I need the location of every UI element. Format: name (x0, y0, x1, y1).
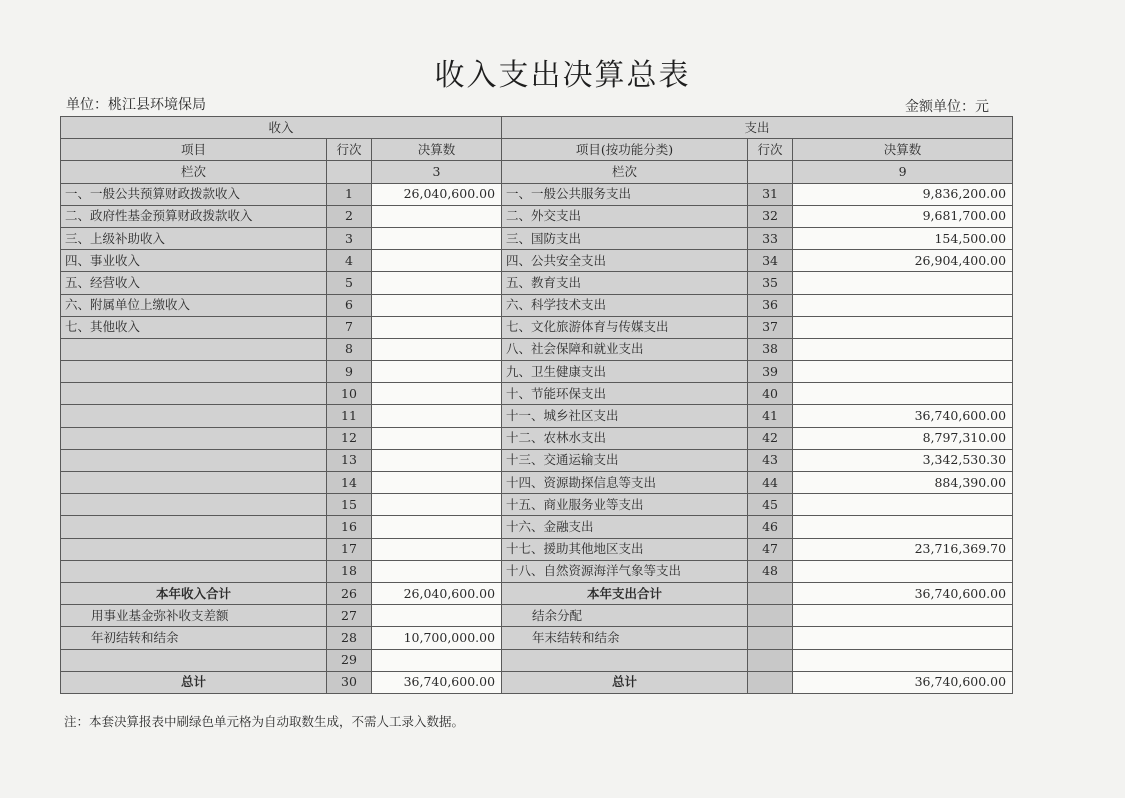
income-item-label (61, 516, 327, 538)
table-row (61, 516, 1013, 538)
table-row (61, 560, 1013, 582)
expense-item-label: 十八、自然资源海洋气象等支出 (502, 560, 748, 582)
income-row-no: 14 (327, 472, 372, 494)
expense-item-label: 十四、资源勘探信息等支出 (502, 472, 748, 494)
income-item-label: 四、事业收入 (61, 250, 327, 272)
table-row (61, 538, 1013, 560)
income-row-no: 3 (327, 227, 372, 249)
income-item-label (61, 338, 327, 360)
income-total-label: 本年收入合计 (61, 582, 327, 604)
income-amount[interactable] (372, 361, 502, 383)
expense-amount[interactable] (793, 560, 1013, 582)
expense-item-label: 八、社会保障和就业支出 (502, 338, 748, 360)
income-amount[interactable] (372, 205, 502, 227)
expense-row-no: 35 (748, 272, 793, 294)
expense-amount[interactable] (793, 516, 1013, 538)
expense-row-no: 34 (748, 250, 793, 272)
table-row (61, 427, 1013, 449)
grand-total-row-no: 30 (327, 671, 372, 693)
income-amount[interactable] (372, 250, 502, 272)
expense-amount[interactable]: 26,904,400.00 (793, 250, 1013, 272)
blank-expense-no (748, 649, 793, 671)
income-item-label (61, 405, 327, 427)
income-col-number: 3 (372, 161, 502, 183)
table-row (61, 494, 1013, 516)
expense-row-no: 44 (748, 472, 793, 494)
grand-total-expense-label: 总计 (502, 671, 748, 693)
expense-amount[interactable]: 9,836,200.00 (793, 183, 1013, 205)
income-item-label (61, 472, 327, 494)
expense-item-label: 二、外交支出 (502, 205, 748, 227)
income-row-no: 7 (327, 316, 372, 338)
expense-row-no: 47 (748, 538, 793, 560)
expense-item-label: 十二、农林水支出 (502, 427, 748, 449)
table-row (61, 316, 1013, 338)
beginning-balance-amount: 10,700,000.00 (372, 627, 502, 649)
table-row (61, 294, 1013, 316)
income-amount[interactable] (372, 272, 502, 294)
income-amount[interactable] (372, 316, 502, 338)
income-lanci-rowno (327, 161, 372, 183)
expense-item-label: 七、文化旅游体育与传媒支出 (502, 316, 748, 338)
income-item-label (61, 560, 327, 582)
expense-row-no: 37 (748, 316, 793, 338)
income-item-label (61, 449, 327, 471)
blank-expense-amount[interactable] (793, 649, 1013, 671)
income-item-label (61, 361, 327, 383)
income-amount-header: 决算数 (372, 139, 502, 161)
summary-row-grand-total (61, 671, 1013, 693)
income-amount[interactable] (372, 449, 502, 471)
report-title: 收入支出决算总表 (434, 58, 691, 93)
income-row-no: 17 (327, 538, 372, 560)
expense-row-no: 48 (748, 560, 793, 582)
ending-balance-amount[interactable] (793, 627, 1013, 649)
grand-total-expense-no (748, 671, 793, 693)
table-row (61, 227, 1013, 249)
income-row-no: 15 (327, 494, 372, 516)
income-row-no: 4 (327, 250, 372, 272)
expense-section-header: 支出 (502, 117, 1013, 139)
income-item-label: 六、附属单位上缴收入 (61, 294, 327, 316)
expense-row-no: 40 (748, 383, 793, 405)
income-amount[interactable] (372, 538, 502, 560)
income-amount[interactable] (372, 383, 502, 405)
blank-amount[interactable] (372, 649, 502, 671)
table-row (61, 472, 1013, 494)
expense-row-no: 31 (748, 183, 793, 205)
income-amount[interactable] (372, 494, 502, 516)
income-item-label: 一、一般公共预算财政拨款收入 (61, 183, 327, 205)
income-item-label (61, 427, 327, 449)
expense-item-label: 一、一般公共服务支出 (502, 183, 748, 205)
expense-amount[interactable] (793, 316, 1013, 338)
table-row (61, 361, 1013, 383)
income-lanci-label: 栏次 (61, 161, 327, 183)
expense-item-label: 四、公共安全支出 (502, 250, 748, 272)
income-amount[interactable] (372, 227, 502, 249)
expense-item-label: 十、节能环保支出 (502, 383, 748, 405)
income-total-amount: 26,040,600.00 (372, 582, 502, 604)
table-row (61, 205, 1013, 227)
beginning-balance-no: 28 (327, 627, 372, 649)
income-item-label: 五、经营收入 (61, 272, 327, 294)
expense-item-label: 十一、城乡社区支出 (502, 405, 748, 427)
summary-row-totals (61, 582, 1013, 604)
expense-item-label: 十七、援助其他地区支出 (502, 538, 748, 560)
expense-lanci-rowno (748, 161, 793, 183)
summary-row-blank (61, 649, 1013, 671)
expense-row-no: 46 (748, 516, 793, 538)
income-row-no: 13 (327, 449, 372, 471)
expense-amount[interactable] (793, 338, 1013, 360)
expense-lanci-label: 栏次 (502, 161, 748, 183)
income-amount[interactable] (372, 294, 502, 316)
blank-label (61, 649, 327, 671)
surplus-distribution-no (748, 605, 793, 627)
currency-unit: 金额单位：元 (905, 99, 989, 115)
summary-row-fund (61, 605, 1013, 627)
income-row-no: 8 (327, 338, 372, 360)
expense-item-label: 五、教育支出 (502, 272, 748, 294)
expense-item-label: 九、卫生健康支出 (502, 361, 748, 383)
expense-amount[interactable]: 154,500.00 (793, 227, 1013, 249)
expense-amount-header: 决算数 (793, 139, 1013, 161)
income-row-no: 18 (327, 560, 372, 582)
footnote: 注：本套决算报表中刷绿色单元格为自动取数生成，不需人工录入数据。 (64, 714, 465, 729)
expense-row-no: 41 (748, 405, 793, 427)
income-amount[interactable] (372, 338, 502, 360)
income-section-header: 收入 (61, 117, 502, 139)
expense-amount[interactable] (793, 294, 1013, 316)
expense-row-no: 38 (748, 338, 793, 360)
income-item-header: 项目 (61, 139, 327, 161)
table-row (61, 449, 1013, 471)
income-row-no-header: 行次 (327, 139, 372, 161)
grand-total-income-label: 总计 (61, 671, 327, 693)
expense-amount[interactable]: 23,716,369.70 (793, 538, 1013, 560)
expense-amount[interactable] (793, 383, 1013, 405)
expense-row-no: 43 (748, 449, 793, 471)
expense-amount[interactable] (793, 272, 1013, 294)
income-amount[interactable] (372, 516, 502, 538)
ending-balance-label: 年末结转和结余 (502, 627, 748, 649)
income-row-no: 12 (327, 427, 372, 449)
income-item-label: 七、其他收入 (61, 316, 327, 338)
expense-total-label: 本年支出合计 (502, 582, 748, 604)
expense-item-label: 十三、交通运输支出 (502, 449, 748, 471)
surplus-distribution-amount[interactable] (793, 605, 1013, 627)
income-row-no: 1 (327, 183, 372, 205)
expense-amount[interactable]: 884,390.00 (793, 472, 1013, 494)
income-row-no: 11 (327, 405, 372, 427)
income-item-label: 二、政府性基金预算财政拨款收入 (61, 205, 327, 227)
beginning-balance-label: 年初结转和结余 (61, 627, 327, 649)
expense-row-no-header: 行次 (748, 139, 793, 161)
fund-label: 用事业基金弥补收支差额 (61, 605, 327, 627)
income-row-no: 2 (327, 205, 372, 227)
expense-amount[interactable]: 9,681,700.00 (793, 205, 1013, 227)
reporting-unit: 单位：桃江县环境保局 (66, 97, 206, 113)
ending-balance-no (748, 627, 793, 649)
fund-row-no: 27 (327, 605, 372, 627)
grand-total-income-amount: 36,740,600.00 (372, 671, 502, 693)
table-row (61, 338, 1013, 360)
header-row-lanci (61, 161, 1013, 183)
income-amount[interactable]: 26,040,600.00 (372, 183, 502, 205)
expense-row-no: 39 (748, 361, 793, 383)
income-item-label (61, 538, 327, 560)
summary-row-carryover (61, 627, 1013, 649)
grand-total-expense-amount: 36,740,600.00 (793, 671, 1013, 693)
expense-row-no: 45 (748, 494, 793, 516)
expense-col-number: 9 (793, 161, 1013, 183)
surplus-distribution-label: 结余分配 (502, 605, 748, 627)
expense-amount[interactable]: 3,342,530.30 (793, 449, 1013, 471)
expense-row-no: 32 (748, 205, 793, 227)
expense-item-label: 三、国防支出 (502, 227, 748, 249)
expense-item-label: 十五、商业服务业等支出 (502, 494, 748, 516)
header-row-columns (61, 139, 1013, 161)
income-row-no: 5 (327, 272, 372, 294)
expense-amount[interactable]: 36,740,600.00 (793, 405, 1013, 427)
expense-row-no: 36 (748, 294, 793, 316)
table-row (61, 250, 1013, 272)
expense-item-label: 六、科学技术支出 (502, 294, 748, 316)
expense-amount[interactable] (793, 361, 1013, 383)
table-row (61, 183, 1013, 205)
income-row-no: 6 (327, 294, 372, 316)
header-row-sections (61, 117, 1013, 139)
expense-row-no: 42 (748, 427, 793, 449)
expense-item-label: 十六、金融支出 (502, 516, 748, 538)
blank-expense-label (502, 649, 748, 671)
income-amount[interactable] (372, 560, 502, 582)
expense-amount[interactable] (793, 494, 1013, 516)
expense-total-no (748, 582, 793, 604)
expense-item-header: 项目(按功能分类) (502, 139, 748, 161)
income-amount[interactable] (372, 472, 502, 494)
income-item-label (61, 494, 327, 516)
table-row (61, 405, 1013, 427)
income-row-no: 16 (327, 516, 372, 538)
expense-row-no: 33 (748, 227, 793, 249)
income-row-no: 10 (327, 383, 372, 405)
table-row (61, 383, 1013, 405)
income-item-label (61, 383, 327, 405)
income-row-no: 9 (327, 361, 372, 383)
fund-amount[interactable] (372, 605, 502, 627)
expense-amount[interactable]: 8,797,310.00 (793, 427, 1013, 449)
income-amount[interactable] (372, 427, 502, 449)
income-amount[interactable] (372, 405, 502, 427)
table-row (61, 272, 1013, 294)
expense-total-amount: 36,740,600.00 (793, 582, 1013, 604)
income-total-no: 26 (327, 582, 372, 604)
income-expense-table (60, 116, 1013, 694)
blank-row-no: 29 (327, 649, 372, 671)
income-item-label: 三、上级补助收入 (61, 227, 327, 249)
